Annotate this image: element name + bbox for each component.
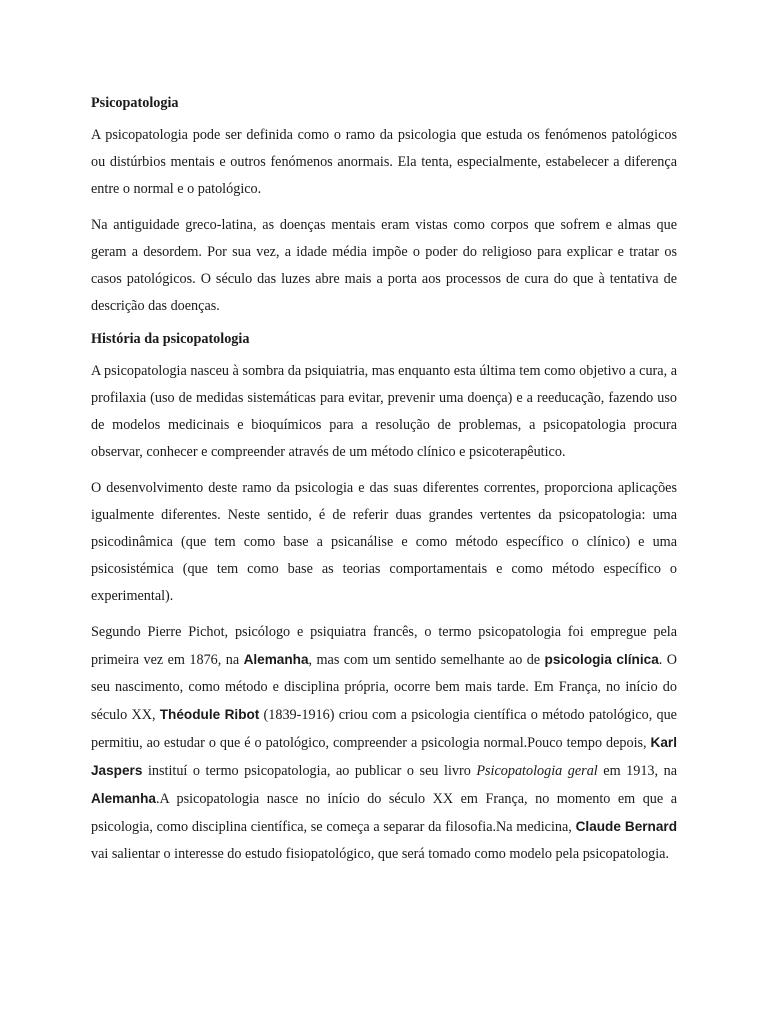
- link-theodule-ribot[interactable]: Théodule Ribot: [159, 707, 260, 722]
- text-run: .A psicopatologia nasce no início do século XX em França, no momento em que a psicologia, como disciplina científica, se começa a separar da filosofia.Na medicina,: [91, 791, 677, 835]
- paragraph-development: O desenvolvimento deste ramo da psicologia e das suas diferentes correntes, proporciona aplicações igualmente diferentes. Neste sentido, é de referir duas grandes vertentes da psicopatologia: uma psicodinâmica (que tem como base a psicanálise e como método específico o clínico) e uma psicosistémica (que tem como base as teorias comportamentais e como método específico o experimental).: [91, 480, 677, 604]
- paragraph-pichot: [91, 619, 677, 868]
- text-run: vai salientar o interesse do estudo fisiopatológico, que será tomado como modelo pela psicopatologia.: [91, 846, 669, 862]
- paragraph-origin: A psicopatologia nasceu à sombra da psiquiatria, mas enquanto esta última tem como objetivo a cura, a profilaxia (uso de medidas sistemáticas para evitar, prevenir uma doença) e a reeducação, fazendo uso de modelos medicinais e bioquímicos para a resolução de problemas, a psicopatologia procura observar, conhecer e compreender através de um método clínico e psicoterapêutico.: [91, 363, 677, 460]
- text-run: (1839-1916) criou com a psicologia científica o método patológico, que permitiu, ao estudar o que é o patológico, compreender a psicologia normal.Pouco tempo depois,: [91, 707, 677, 751]
- text-run: . O seu nascimento, como método e disciplina própria, ocorre bem mais tarde. Em França, no início do século XX,: [91, 652, 677, 723]
- link-alemanha[interactable]: Alemanha: [243, 652, 309, 667]
- document-body: [91, 93, 677, 877]
- text-run: Segundo Pierre Pichot, psicólogo e psiquiatra francês, o termo psicopatologia foi empregue pela primeira vez em 1876, na: [91, 624, 677, 668]
- link-karl-jaspers[interactable]: Karl Jaspers: [91, 735, 677, 778]
- book-title: Psicopatologia geral: [476, 763, 598, 779]
- paragraph-definition: A psicopatologia pode ser definida como o ramo da psicologia que estuda os fenómenos patológicos ou distúrbios mentais e outros fenómenos anormais. Ela tenta, especialmente, estabelecer a diferença entre o normal e o patológico.: [91, 127, 677, 197]
- page-title: Psicopatologia: [91, 95, 179, 111]
- link-alemanha-2[interactable]: Alemanha: [91, 791, 156, 806]
- paragraph-antiquity: Na antiguidade greco-latina, as doenças mentais eram vistas como corpos que sofrem e almas que geram a desordem. Por sua vez, a idade média impõe o poder do religioso para explicar e tratar os casos patológicos. O século das luzes abre mais a porta aos processos de cura do que à tentativa de descrição das doenças.: [91, 217, 677, 314]
- text-run: em 1913, na: [597, 763, 678, 779]
- section-heading-history: História da psicopatologia: [91, 331, 250, 347]
- link-psicologia-clinica[interactable]: psicologia clínica: [544, 652, 659, 667]
- text-run: , mas com um sentido semelhante ao de: [308, 652, 545, 668]
- link-claude-bernard[interactable]: Claude Bernard: [575, 819, 677, 834]
- text-run: instituí o termo psicopatologia, ao publicar o seu livro: [142, 763, 477, 779]
